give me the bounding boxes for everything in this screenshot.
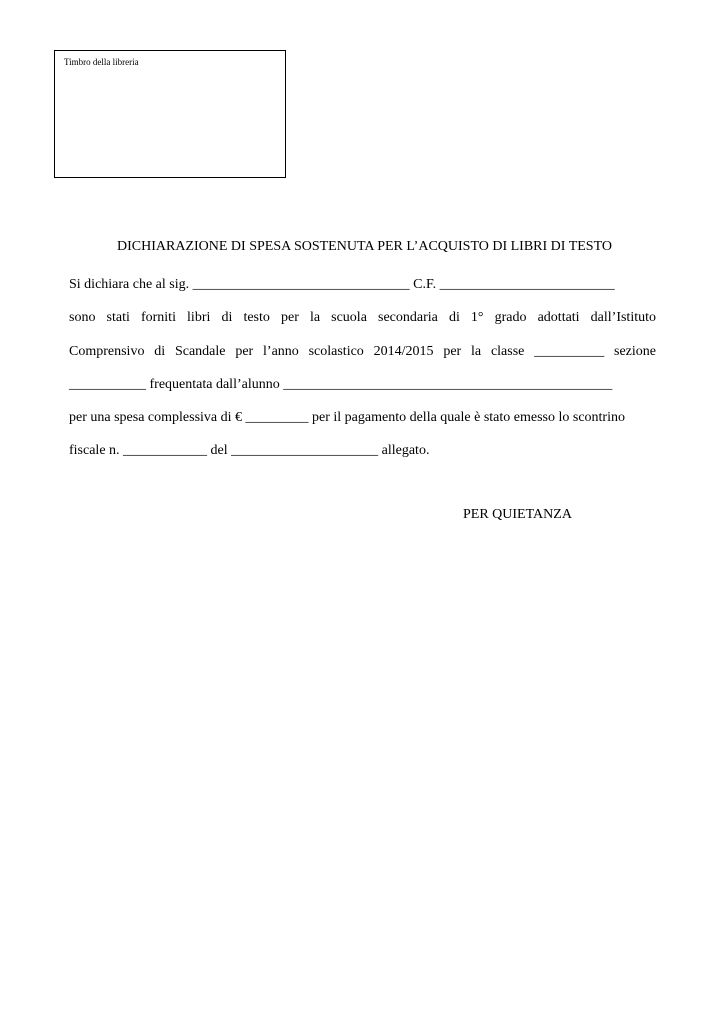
body-line-5: per una spesa complessiva di € _________ per il pagamento della quale è stato emesso lo scontrino [69,410,625,425]
body-line-1: Si dichiara che al sig. _______________________________ C.F. _________________________ [69,277,615,292]
body-line-3: Comprensivo di Scandale per l’anno scolastico 2014/2015 per la classe __________ sezione [69,344,656,359]
body-line-4: ___________ frequentata dall’alunno _______________________________________________ [69,377,613,392]
body-line-6: fiscale n. ____________ del _____________________ allegato. [69,443,430,458]
document-title: DICHIARAZIONE DI SPESA SOSTENUTA PER L’ACQUISTO DI LIBRI DI TESTO [117,239,612,254]
bookstore-stamp-box [54,50,286,178]
body-line-2: sono stati forniti libri di testo per la scuola secondaria di 1° grado adottati dall’Istituto [69,310,656,325]
signature-label: PER QUIETANZA [463,507,572,522]
stamp-label: Timbro della libreria [64,57,139,67]
